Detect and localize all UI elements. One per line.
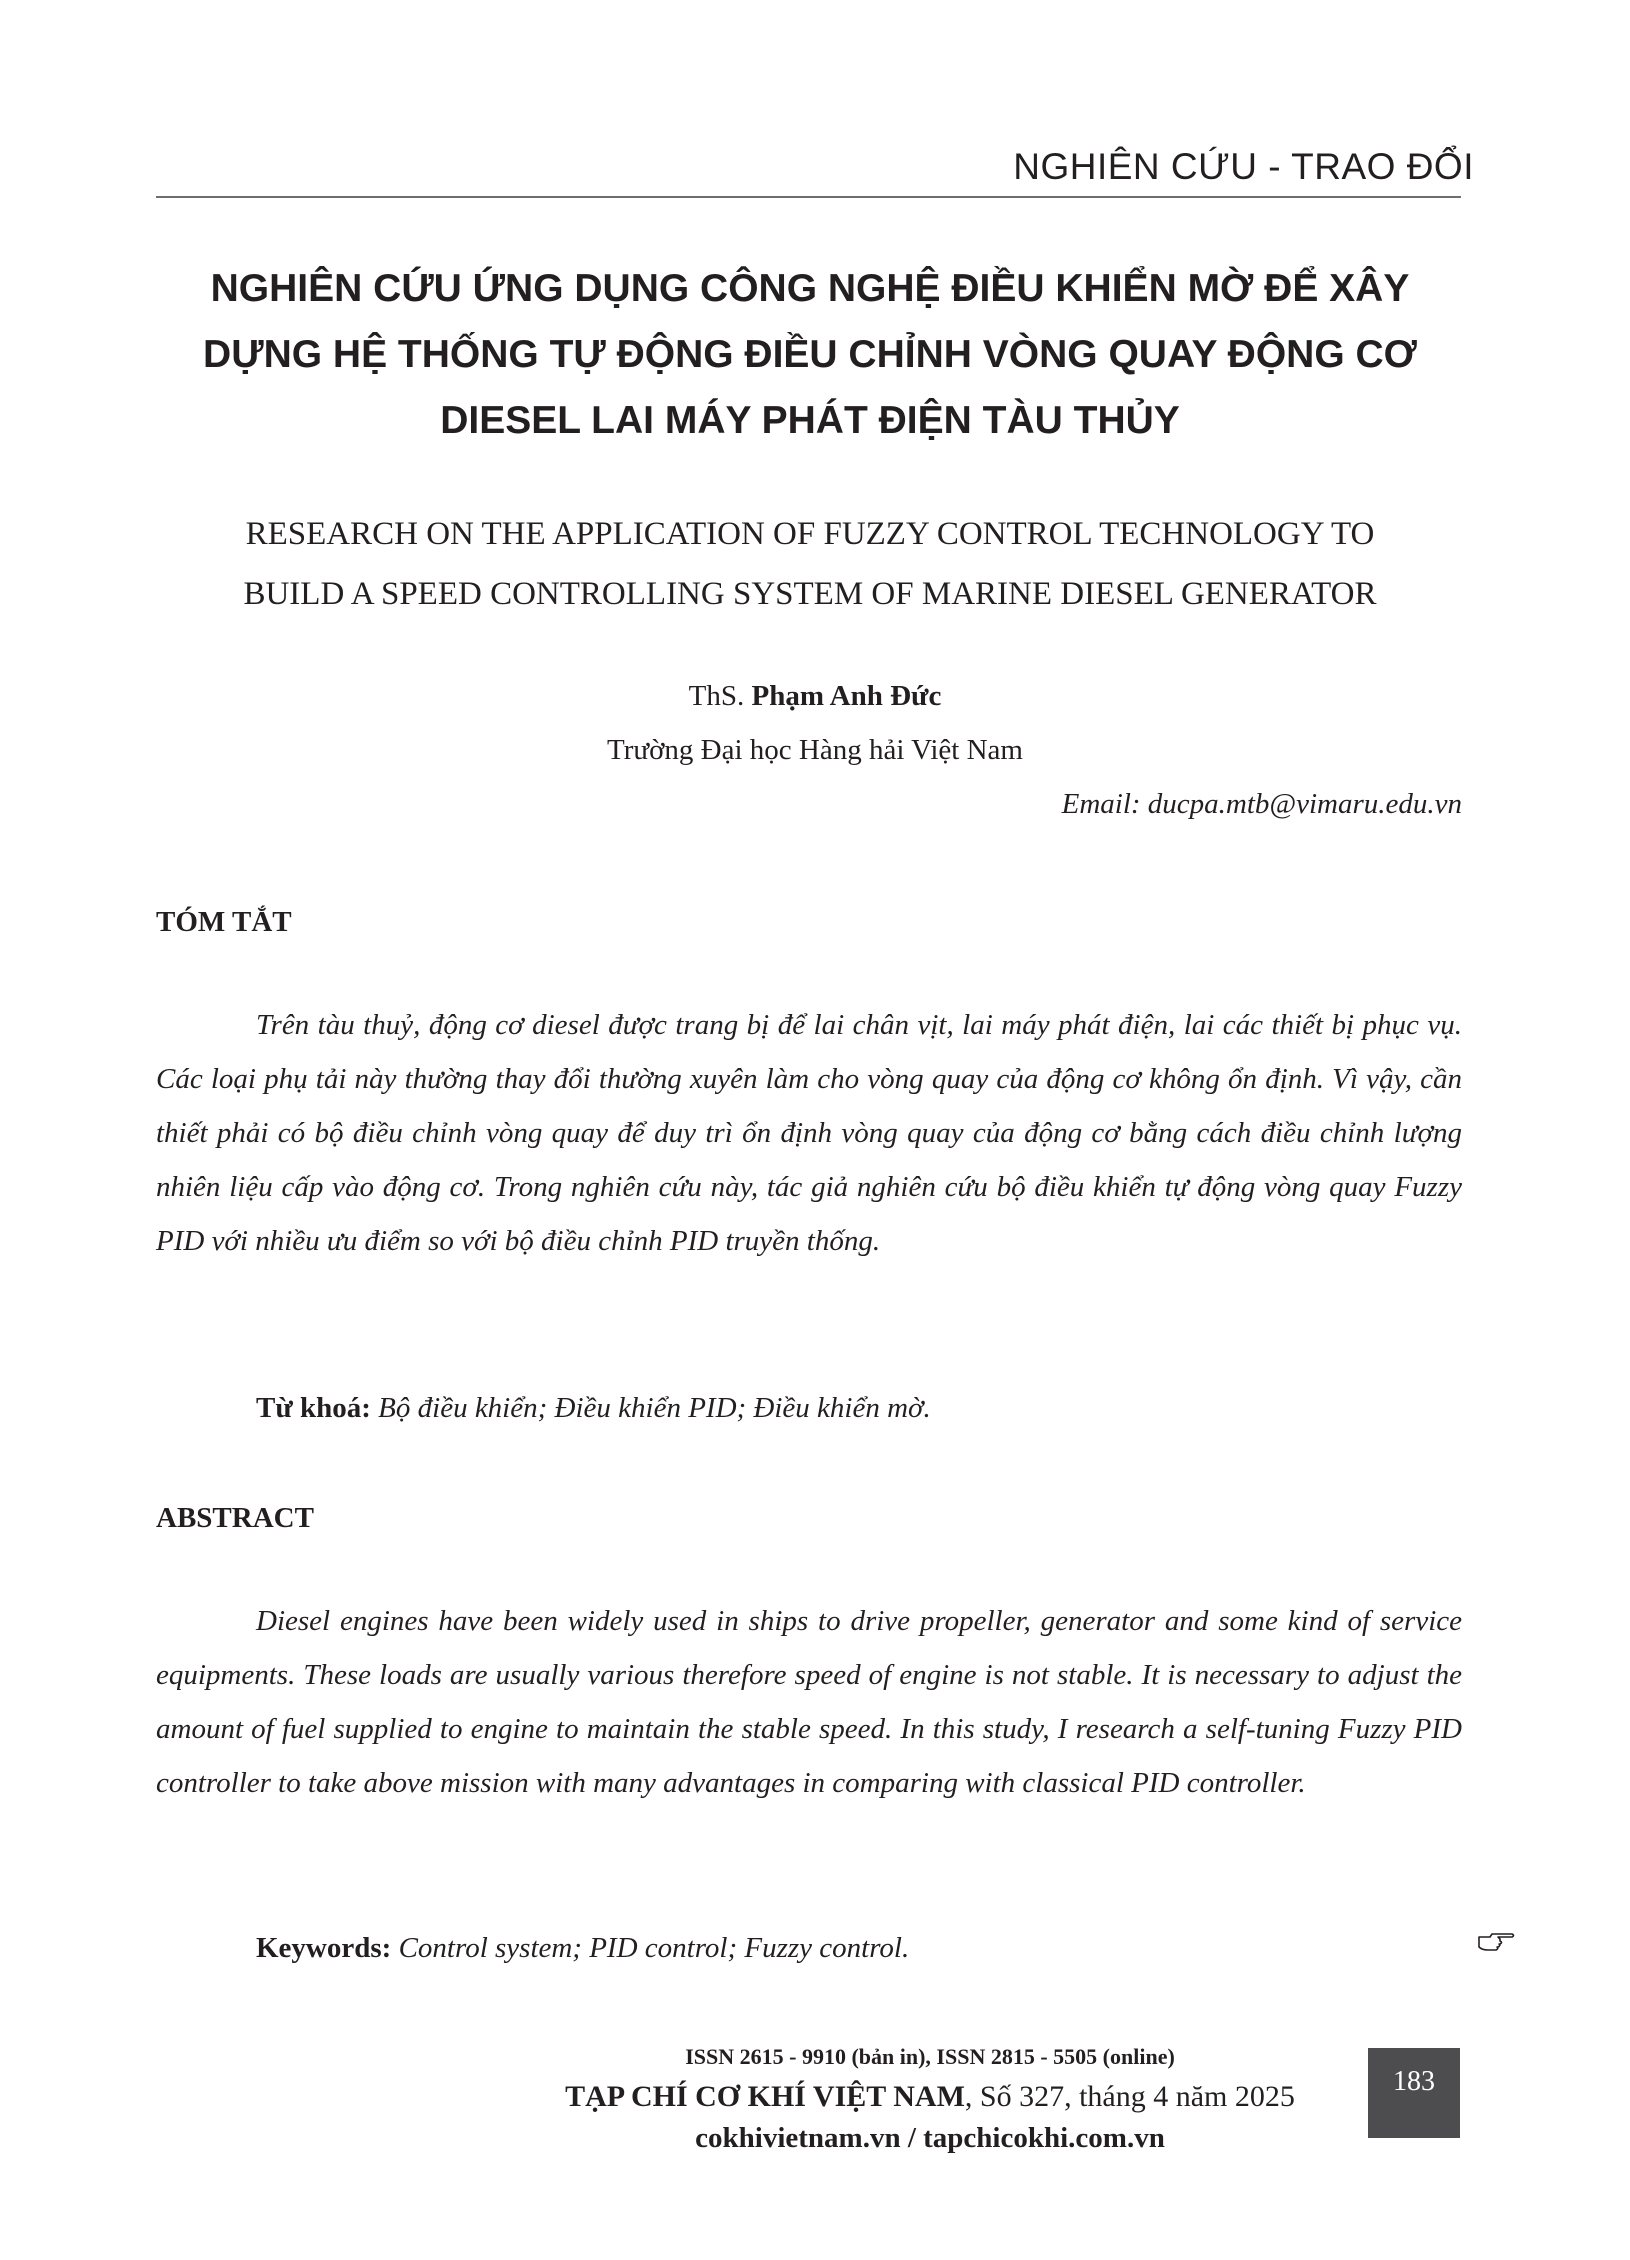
abstract-keywords-values: Control system; PID control; Fuzzy control. [398,1932,910,1964]
journal-issue: , Số 327, tháng 4 năm 2025 [964,2080,1295,2113]
abstract-keywords-label: Keywords: [256,1932,392,1964]
footer-journal [470,2080,1390,2114]
tom-tat-keywords [256,1392,931,1425]
tom-tat-heading: TÓM TẮT [156,906,292,938]
author-line [0,680,1630,713]
title-vi-line-2: DỰNG HỆ THỐNG TỰ ĐỘNG ĐIỀU CHỈNH VÒNG QUAY ĐỘNG CƠ [203,333,1417,376]
author-prefix: ThS. [688,680,745,712]
abstract-body: Diesel engines have been widely used in ships to drive propeller, generator and some kind of service equipments. These loads are usually various therefore speed of engine is not stable. It is necessary to adjust the amount of fuel supplied to engine to maintain the stable speed. In this study, I research a self-tuning Fuzzy PID controller to take above mission with many advantages in comparing with classical PID controller. [156,1605,1462,1799]
tom-tat-keywords-values: Bộ điều khiển; Điều khiển PID; Điều khiển mờ. [378,1392,931,1424]
author-name: Phạm Anh Đức [751,680,942,712]
author-email: Email: ducpa.mtb@vimaru.edu.vn [1061,788,1462,820]
title-english [140,504,1480,624]
abstract-heading: ABSTRACT [156,1502,314,1534]
footer-issn: ISSN 2615 - 9910 (bản in), ISSN 2815 - 5505 (online) [685,2044,1175,2069]
tom-tat-body: Trên tàu thuỷ, động cơ diesel được trang bị để lai chân vịt, lai máy phát điện, lai các thiết bị phục vụ. Các loại phụ tải này thường thay đổi thường xuyên làm cho vòng quay của động cơ không ổn định. Vì vậy, cần thiết phải có bộ điều chỉnh vòng quay để duy trì ổn định vòng quay của động cơ bằng cách điều chỉnh lượng nhiên liệu cấp vào động cơ. Trong nghiên cứu này, tác giả nghiên cứu bộ điều khiển tự động vòng quay Fuzzy PID với nhiều ưu điểm so với bộ điều chỉnh PID truyền thống. [156,1009,1462,1257]
title-vi-line-1: NGHIÊN CỨU ỨNG DỤNG CÔNG NGHỆ ĐIỀU KHIỂN MỜ ĐỂ XÂY [210,267,1410,310]
footer-websites: cokhivietnam.vn / tapchicokhi.com.vn [695,2122,1165,2154]
journal-name: TẠP CHÍ CƠ KHÍ VIỆT NAM [565,2080,965,2113]
title-vietnamese [140,256,1480,454]
section-header: NGHIÊN CỨU - TRAO ĐỔI [1013,146,1474,187]
author-affiliation: Trường Đại học Hàng hải Việt Nam [607,734,1023,766]
title-en-line-2: BUILD A SPEED CONTROLLING SYSTEM OF MARINE DIESEL GENERATOR [243,576,1377,612]
abstract-keywords [256,1932,909,1965]
title-vi-line-3: DIESEL LAI MÁY PHÁT ĐIỆN TÀU THỦY [440,399,1180,442]
title-en-line-1: RESEARCH ON THE APPLICATION OF FUZZY CONTROL TECHNOLOGY TO [245,516,1375,552]
tom-tat-keywords-label: Từ khoá: [256,1392,371,1424]
header-rule [156,196,1461,198]
page-number: 183 [1368,2048,1460,2138]
pointing-hand-icon [1476,1928,1516,1958]
